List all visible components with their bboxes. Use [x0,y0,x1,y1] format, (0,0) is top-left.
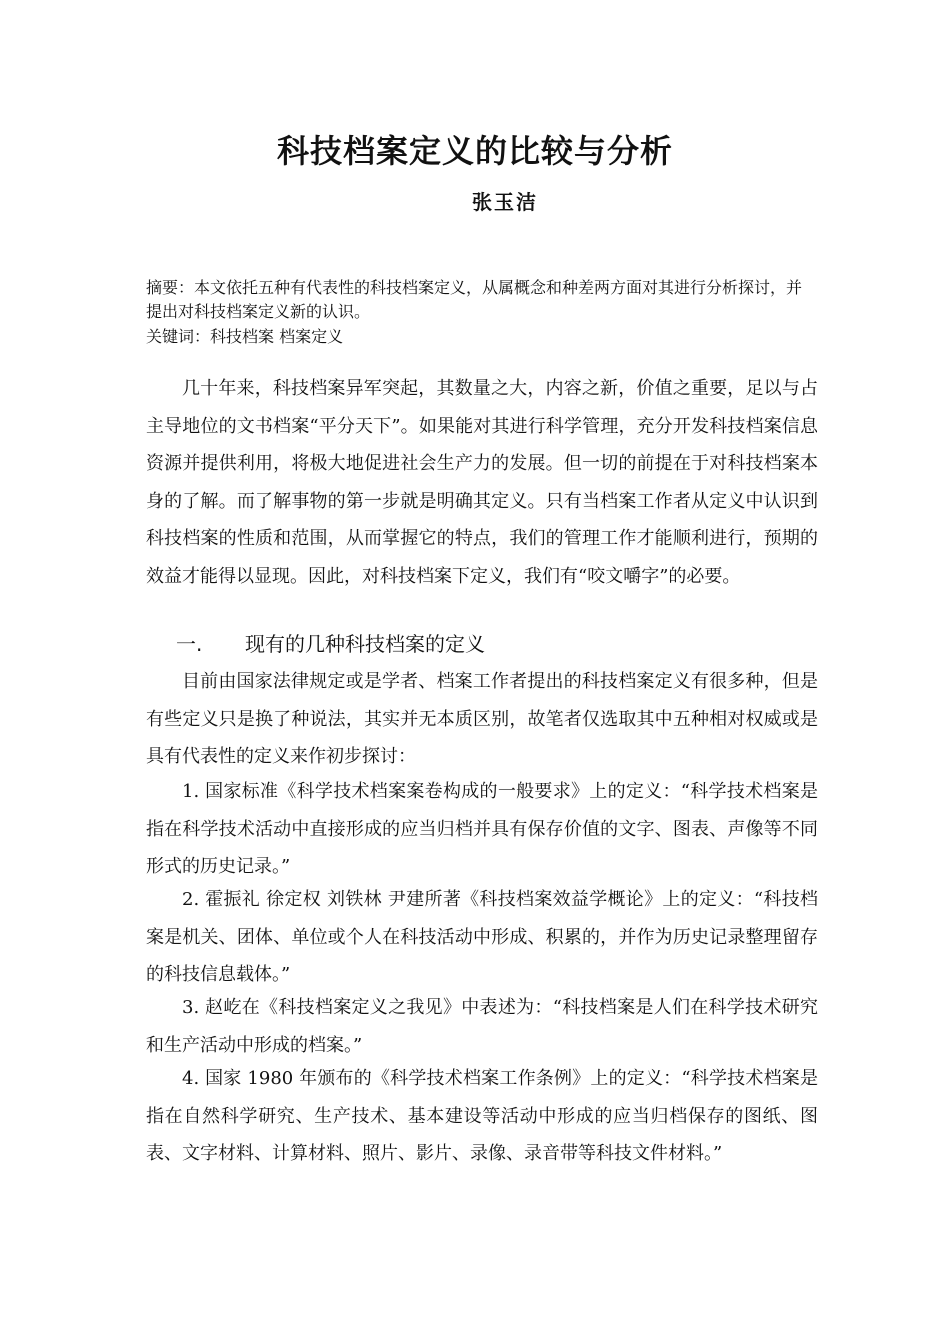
paragraph-intro: 几十年来，科技档案异军突起，其数量之大，内容之新，价值之重要，足以与占主导地位的文书档案“平分天下”。如果能对其进行科学管理，充分开发科技档案信息资源并提供利用，将极大地促进社会生产力的发展。但一切的前提在于对科技档案本身的了解。而了解事物的第一步就是明确其定义。只有当档案工作者从定义中认识到科技档案的性质和范围，从而掌握它的特点，我们的管理工作才能顺利进行，预期的效益才能得以显现。因此，对科技档案下定义，我们有“咬文嚼字”的必要。 [146,378,818,587]
abstract-text: ：本文依托五种有代表性的科技档案定义，从属概念和种差两方面对其进行分析探讨，并提出对科技档案定义新的认识。 [146,278,803,321]
keywords-label: 关键词 [146,327,195,346]
definition-item-2: 2. 霍振礼 徐定权 刘铁林 尹建所著《科技档案效益学概论》上的定义：“科技档案是机关、团体、单位或个人在科技活动中形成、积累的，并作为历史记录整理留存的科技信息载体。” [146,889,818,985]
section-number: 一. [176,632,203,656]
definition-item-3: 3. 赵屹在《科技档案定义之我见》中表述为：“科技档案是人们在科学技术研究和生产活动中形成的档案。” [146,997,818,1056]
keywords [146,325,816,349]
document-author: 张玉洁 [472,190,538,214]
section-heading [176,628,816,660]
paragraph-section-intro: 目前由国家法律规定或是学者、档案工作者提出的科技档案定义有很多种，但是有些定义只是换了种说法，其实并无本质区别，故笔者仅选取其中五种相对权威或是具有代表性的定义来作初步探讨： [146,671,818,767]
section-title: 现有的几种科技档案的定义 [245,632,485,656]
definition-item-4: 4. 国家 1980 年颁布的《科学技术档案工作条例》上的定义：“科学技术档案是指在自然科学研究、生产技术、基本建设等活动中形成的应当归档保存的图纸、图表、文字材料、计算材料、照片、影片、录像、录音带等科技文件材料。” [146,1068,818,1164]
keywords-text: ：科技档案 档案定义 [194,327,344,346]
abstract [146,276,816,324]
document-title: 科技档案定义的比较与分析 [276,132,673,170]
abstract-label: 摘要 [146,278,179,297]
definition-item-1: 1. 国家标准《科学技术档案案卷构成的一般要求》上的定义：“科学技术档案是指在科学技术活动中直接形成的应当归档并具有保存价值的文字、图表、声像等不同形式的历史记录。” [146,781,818,877]
